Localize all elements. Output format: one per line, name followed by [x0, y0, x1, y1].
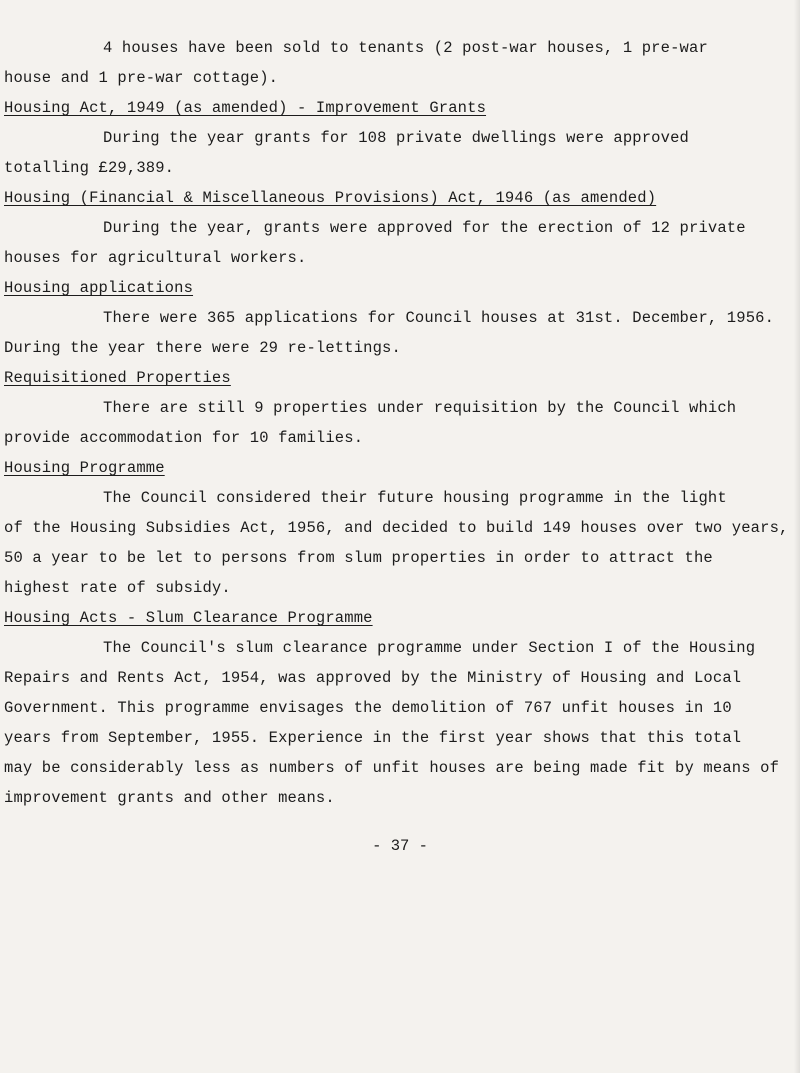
paragraph-line: Government. This programme envisages the demolition of 767 unfit houses in 10: [4, 699, 732, 717]
paragraph-line: 4 houses have been sold to tenants (2 post-war houses, 1 pre-war: [103, 39, 708, 57]
section-heading-financial-provisions: Housing (Financial & Miscellaneous Provisions) Act, 1946 (as amended): [4, 189, 657, 207]
paragraph-line: years from September, 1955. Experience in the first year shows that this total: [4, 729, 742, 747]
paragraph-line: house and 1 pre-war cottage).: [4, 69, 279, 87]
paragraph-line: There were 365 applications for Council houses at 31st. December, 1956.: [103, 309, 775, 327]
paragraph-line: The Council considered their future housing programme in the light: [103, 489, 727, 507]
page-number: - 37 -: [372, 837, 428, 855]
section-heading-housing-programme: Housing Programme: [4, 459, 165, 477]
section-heading-requisitioned-properties: Requisitioned Properties: [4, 369, 231, 387]
paragraph-line: 50 a year to be let to persons from slum properties in order to attract the: [4, 549, 713, 567]
paragraph-line: The Council's slum clearance programme under Section I of the Housing: [103, 639, 756, 657]
section-heading-housing-applications: Housing applications: [4, 279, 194, 297]
section-heading-improvement-grants: Housing Act, 1949 (as amended) - Improvement Grants: [4, 99, 487, 117]
paragraph-line: During the year there were 29 re-lettings.: [4, 339, 401, 357]
paragraph-line: provide accommodation for 10 families.: [4, 429, 364, 447]
paragraph-line: may be considerably less as numbers of unfit houses are being made fit by means of: [4, 759, 780, 777]
page-edge-shadow: [794, 0, 800, 1073]
paragraph-line: houses for agricultural workers.: [4, 249, 307, 267]
paragraph-line: There are still 9 properties under requisition by the Council which: [103, 399, 737, 417]
paragraph-line: of the Housing Subsidies Act, 1956, and decided to build 149 houses over two years,: [4, 519, 789, 537]
paragraph-line: During the year grants for 108 private dwellings were approved: [103, 129, 689, 147]
paragraph-line: highest rate of subsidy.: [4, 579, 231, 597]
section-heading-slum-clearance: Housing Acts - Slum Clearance Programme: [4, 609, 373, 627]
paragraph-line: Repairs and Rents Act, 1954, was approved by the Ministry of Housing and Local: [4, 669, 742, 687]
paragraph-line: improvement grants and other means.: [4, 789, 335, 807]
paragraph-line: totalling £29,389.: [4, 159, 175, 177]
paragraph-line: During the year, grants were approved for the erection of 12 private: [103, 219, 746, 237]
